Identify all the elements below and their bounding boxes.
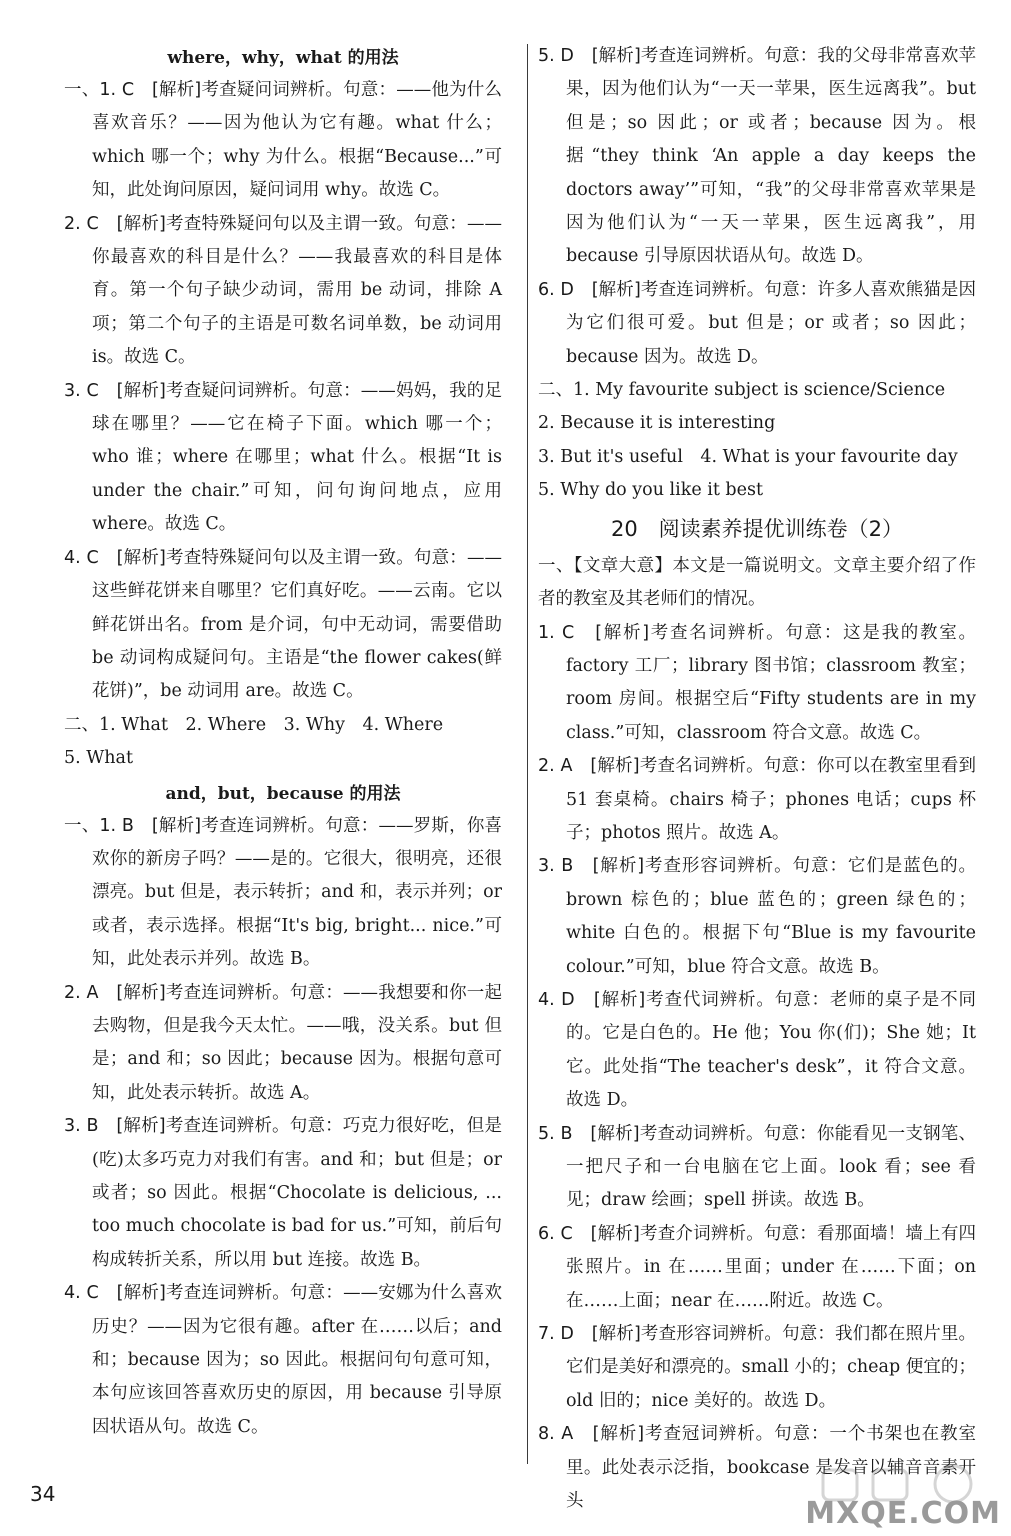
analysis-text: 考查特殊疑问句以及主谓一致。句意：——你最喜欢的科目是什么？——我最喜欢的科目是体育。第一个句子缺少动词，需用 be 动词，排除 A 项；第二个句子的主语是可数名词单数，be 动词用 is。故选 C。	[92, 213, 503, 368]
short-answer-line: 2. Because it is interesting	[538, 413, 776, 434]
answer-item	[538, 274, 976, 374]
analysis-tag: [解析]	[590, 1123, 640, 1144]
summary-tag: 【文章大意】	[573, 555, 673, 576]
answer-item	[64, 542, 502, 709]
short-answer-line: 3. But it's useful 4. What is your favourite day	[538, 446, 958, 467]
analysis-tag: [解析]	[592, 856, 645, 877]
analysis-tag: [解析]	[152, 80, 202, 100]
analysis-text: 考查代词辨析。句意：老师的桌子是不同的。它是白色的。He 他；You 你(们)；She 她；It 它。此处指“The teacher's desk”，it 符合文意。故选 D。	[566, 989, 977, 1111]
analysis-tag: [解析]	[116, 982, 166, 1003]
summary-text: 本文是一篇说明文。文章主要介绍了作者的教室及其老师们的情况。	[538, 555, 977, 610]
answer-number: 8. A	[538, 1424, 574, 1445]
analysis-tag: [解析]	[151, 815, 202, 836]
answer-item	[538, 1118, 976, 1218]
answer-number: 3. B	[64, 1116, 99, 1137]
left-column	[64, 40, 502, 1444]
answer-number: 7. D	[538, 1324, 574, 1345]
answer-number: 4. C	[64, 1283, 99, 1304]
answer-item	[538, 1318, 976, 1418]
answer-item	[64, 1110, 502, 1277]
analysis-tag: [解析]	[116, 1116, 166, 1137]
section-title-reading: 20 阅读素养提优训练卷（2）	[610, 516, 904, 541]
analysis-text: 考查连词辨析。句意：——罗斯，你喜欢你的新房子吗？——是的。它很大，很明亮，还很漂亮。but 但是，表示转折；and 和，表示并列；or 或者，表示选择。根据“It's big, bright... nice.”可知，此处表示并列。故选 B。	[92, 815, 503, 970]
answer-item	[538, 850, 976, 984]
answer-number: 5. B	[538, 1123, 573, 1144]
answer-number: 一、1. B	[64, 815, 134, 836]
analysis-text: 考查连词辨析。句意：——我想要和你一起去购物，但是我今天太忙。——哦，没关系。but 但是；and 和；so 因此；because 因为。根据句意可知，此处表示转折。故选 A。	[92, 982, 503, 1103]
answer-item	[538, 984, 976, 1118]
answer-item	[538, 40, 976, 274]
analysis-tag: [解析]	[591, 279, 641, 300]
summary-paragraph	[538, 550, 976, 617]
analysis-text: 考查名词辨析。句意：这是我的教室。factory 工厂；library 图书馆；classroom 教室；room 房间。根据空后“Fifty students are in my class.”可知，classroom 符合文意。故选 C。	[566, 622, 977, 743]
short-answer-line: 5. Why do you like it best	[538, 480, 764, 501]
analysis-text: 考查特殊疑问句以及主谓一致。句意：——这些鲜花饼来自哪里？它们真好吃。——云南。它以鲜花饼出名。from 是介词，句中无动词，需要借助 be 动词构成疑问句。主语是“the flower cakes(鲜花饼)”，be 动词用 are。故选 C。	[92, 547, 503, 702]
analysis-tag: [解析]	[590, 1223, 640, 1244]
analysis-tag: [解析]	[116, 380, 166, 401]
summary-num: 一、	[538, 555, 574, 576]
answer-number: 1. C	[538, 622, 575, 643]
answer-number: 4. C	[64, 547, 99, 568]
answer-number: 3. C	[64, 380, 99, 401]
watermark-text: MXQE.COM	[805, 1496, 1001, 1531]
analysis-tag: [解析]	[591, 1324, 641, 1345]
analysis-text: 考查疑问词辨析。句意：——妈妈，我的足球在哪里？——它在椅子下面。which 哪一个；who 谁；where 在哪里；what 什么。根据“It is under the chair.”可知，问句询问地点，应用 where。故选 C。	[92, 380, 503, 535]
analysis-tag: [解析]	[595, 622, 650, 643]
analysis-tag: [解析]	[116, 547, 166, 568]
section1-part2-line1: 二、1. What 2. Where 3. Why 4. Where	[64, 714, 444, 735]
answer-number: 4. D	[538, 989, 575, 1010]
analysis-text: 考查冠词辨析。句意：一个书架也在教室里。此处表示泛指，bookcase 是发音以辅音音素开头	[566, 1424, 977, 1512]
answer-item	[64, 977, 502, 1111]
column-divider	[527, 44, 528, 1464]
analysis-tag: [解析]	[116, 213, 166, 234]
analysis-text: 考查连词辨析。句意：巧克力很好吃，但是(吃)太多巧克力对我们有害。and 和；but 但是；or 或者；so 因此。根据“Chocolate is delicious, ... too much chocolate is bad for us.”可知，前后句构成转折关系，所以用 but 连接。故选 B。	[92, 1116, 502, 1270]
answer-item	[64, 208, 502, 375]
analysis-tag: [解析]	[592, 1424, 645, 1445]
section2-part1-answers	[64, 810, 502, 1445]
right-column	[538, 40, 976, 1518]
analysis-text: 考查名词辨析。句意：你可以在教室里看到 51 套桌椅。chairs 椅子；phones 电话；cups 杯子；photos 照片。故选 A。	[566, 756, 977, 843]
analysis-text: 考查介词辨析。句意：看那面墙！墙上有四张照片。in 在……里面；under 在……下面；on 在……上面；near 在……附近。故选 C。	[566, 1223, 977, 1311]
analysis-text: 考查形容词辨析。句意：它们是蓝色的。brown 棕色的；blue 蓝色的；green 绿色的；white 白色的。根据下句“Blue is my favourite colour.”可知，blue 符合文意。故选 B。	[566, 856, 977, 977]
analysis-text: 考查疑问词辨析。句意：——他为什么喜欢音乐？——因为他认为它有趣。what 什么；which 哪一个；why 为什么。根据“Because...”可知，此处询问原因，疑问词用 why。故选 C。	[92, 80, 503, 201]
analysis-text: 考查连词辨析。句意：许多人喜欢熊猫是因为它们很可爱。but 但是；or 或者；so 因此；because 因为。故选 D。	[566, 279, 977, 367]
analysis-text: 考查形容词辨析。句意：我们都在照片里。它们是美好和漂亮的。small 小的；cheap 便宜的；old 旧的；nice 美好的。故选 D。	[566, 1324, 977, 1411]
section1-part1-answers	[64, 74, 502, 709]
right-part3-answers	[538, 617, 976, 1519]
answer-number: 6. C	[538, 1223, 573, 1244]
answer-item	[538, 1218, 976, 1318]
analysis-tag: [解析]	[591, 46, 641, 66]
answer-number: 一、1. C	[64, 80, 135, 100]
answer-number: 2. A	[538, 756, 573, 777]
answer-number: 6. D	[538, 279, 574, 300]
page-number: 34	[30, 1482, 56, 1506]
answer-number: 3. B	[538, 856, 574, 877]
answer-item	[538, 617, 976, 751]
analysis-text: 考查连词辨析。句意：——安娜为什么喜欢历史？——因为它很有趣。after 在……以后；and 和；because 因为；so 因此。根据问句句意可知，本句应该回答喜欢历史的原因，用 because 引导原因状语从句。故选 C。	[92, 1283, 503, 1437]
answer-number: 2. A	[64, 982, 99, 1003]
answer-item	[64, 74, 502, 208]
section-title-where-why-what: where，why，what 的用法	[167, 48, 399, 68]
short-answer-line: 二、1. My favourite subject is science/Science	[538, 380, 946, 401]
answer-item	[64, 810, 502, 977]
analysis-tag: [解析]	[116, 1283, 166, 1304]
analysis-tag: [解析]	[593, 989, 646, 1010]
analysis-tag: [解析]	[590, 756, 640, 777]
right-part2-answers	[538, 374, 976, 508]
answer-item	[64, 375, 502, 542]
analysis-text: 考查动词辨析。句意：你能看见一支钢笔、一把尺子和一台电脑在它上面。look 看；see 看见；draw 绘画；spell 拼读。故选 B。	[566, 1123, 976, 1211]
analysis-text: 考查连词辨析。句意：我的父母非常喜欢苹果，因为他们认为“一天一苹果，医生远离我”。but 但是；so 因此；or 或者；because 因为。根据“they think ‘An apple a day keeps the doctors away’”可知，“我”的父母非常喜欢苹果是因为他们认为“一天一苹果，医生远离我”，用 because 引导原因状语从句。故选 D。	[566, 46, 977, 267]
answer-number: 2. C	[64, 213, 99, 234]
answer-number: 5. D	[538, 46, 574, 66]
section-title-and-but-because: and，but，because 的用法	[165, 783, 401, 804]
section1-part2-line2: 5. What	[64, 748, 133, 769]
answer-item	[538, 750, 976, 850]
right-part1-answers	[538, 40, 976, 374]
answer-item	[64, 1277, 502, 1444]
